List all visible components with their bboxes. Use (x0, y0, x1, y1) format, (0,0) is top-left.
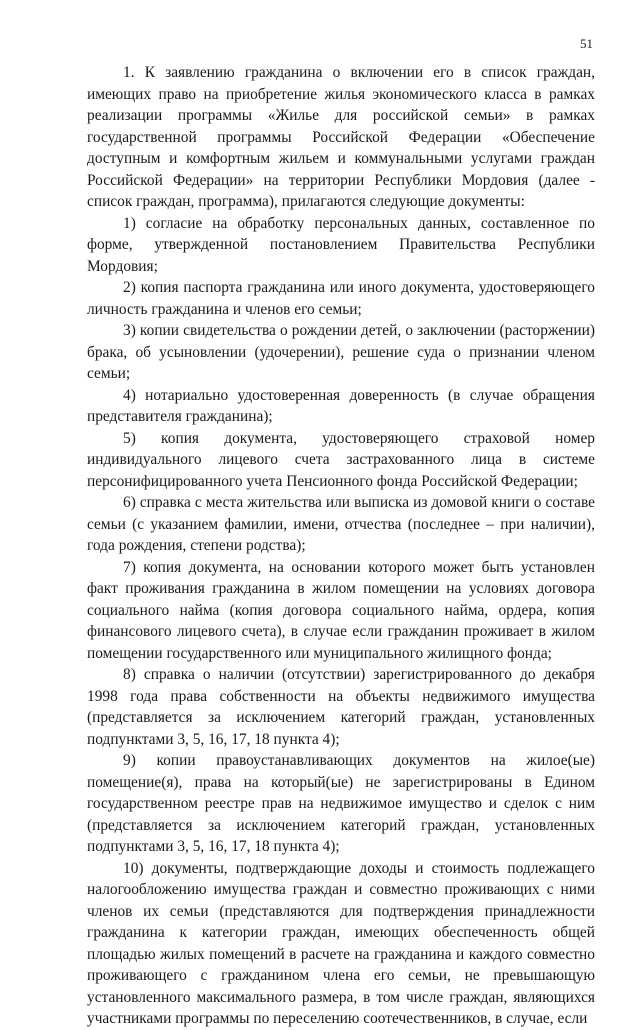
list-item-6: 6) справка с места жительства или выписка из домовой книги о составе семьи (с указанием фамилии, имени, отчества (последнее – при наличии), года рождения, степени родства); (87, 494, 595, 554)
intro-paragraph: 1. К заявлению гражданина о включении его в список граждан, имеющих право на приобретение жилья экономического класса в рамках реализации программы «Жилье для российской семьи» в рамках государственной программы Российской Федерации «Обеспечение доступным и комфортным жильем и коммунальными услугами граждан Российской Федерации» на территории Республики Мордовия (далее - список граждан, программа), прилагаются следующие документы: (87, 64, 595, 210)
list-item-4: 4) нотариально удостоверенная доверенность (в случае обращения представителя гражданина); (87, 386, 595, 425)
list-item-8: 8) справка о наличии (отсутствии) зарегистрированного до декабря 1998 года права собственности на объекты недвижимого имущества (представляется за исключением категорий граждан, установленных подпунктами 3, 5, 16, 17, 18 пункта 4); (87, 666, 595, 748)
list-item-10: 10) документы, подтверждающие доходы и стоимость подлежащего налогообложению имущества граждан и совместно проживающих с ними членов их семьи (представляются для подтверждения принадлежности гражданина к категории граждан, имеющих обеспеченность общей площадью жилых помещений в расчете на гражданина и каждого совместно проживающего с гражданином члена его семьи, не превышающую установленного максимального размера, в том числе граждан, являющихся участниками программы по переселению соотечественников, в случае, если (87, 859, 595, 1027)
list-item-3: 3) копии свидетельства о рождении детей, о заключении (расторжении) брака, об усыновлении (удочерении), решение суда о признании членом семьи; (87, 322, 595, 382)
page-number: 51 (580, 36, 593, 51)
list-item-5: 5) копия документа, удостоверяющего страховой номер индивидуального лицевого счета застрахованного лица в системе персонифицированного учета Пенсионного фонда Российской Федерации; (87, 429, 595, 490)
document-body (87, 62, 595, 1030)
list-item-2: 2) копия паспорта гражданина или иного документа, удостоверяющего личность гражданина и членов его семьи; (87, 279, 595, 318)
list-item-9: 9) копии правоустанавливающих документов на жилое(ые) помещение(я), права на который(ые) не зарегистрированы в Едином государственном реестре прав на недвижимое имущество и сделок с ним (представляется за исключением категорий граждан, установленных подпунктами 3, 5, 16, 17, 18 пункта 4); (87, 752, 595, 855)
list-item-7: 7) копия документа, на основании которого может быть установлен факт проживания гражданина в жилом помещении на условиях договора социального найма (копия договора социального найма, ордера, копия финансового лицевого счета), в случае если гражданин проживает в жилом помещении государственного или муниципального жилищного фонда; (87, 558, 595, 662)
list-item-1: 1) согласие на обработку персональных данных, составленное по форме, утвержденной постановлением Правительства Республики Мордовия; (87, 214, 595, 275)
